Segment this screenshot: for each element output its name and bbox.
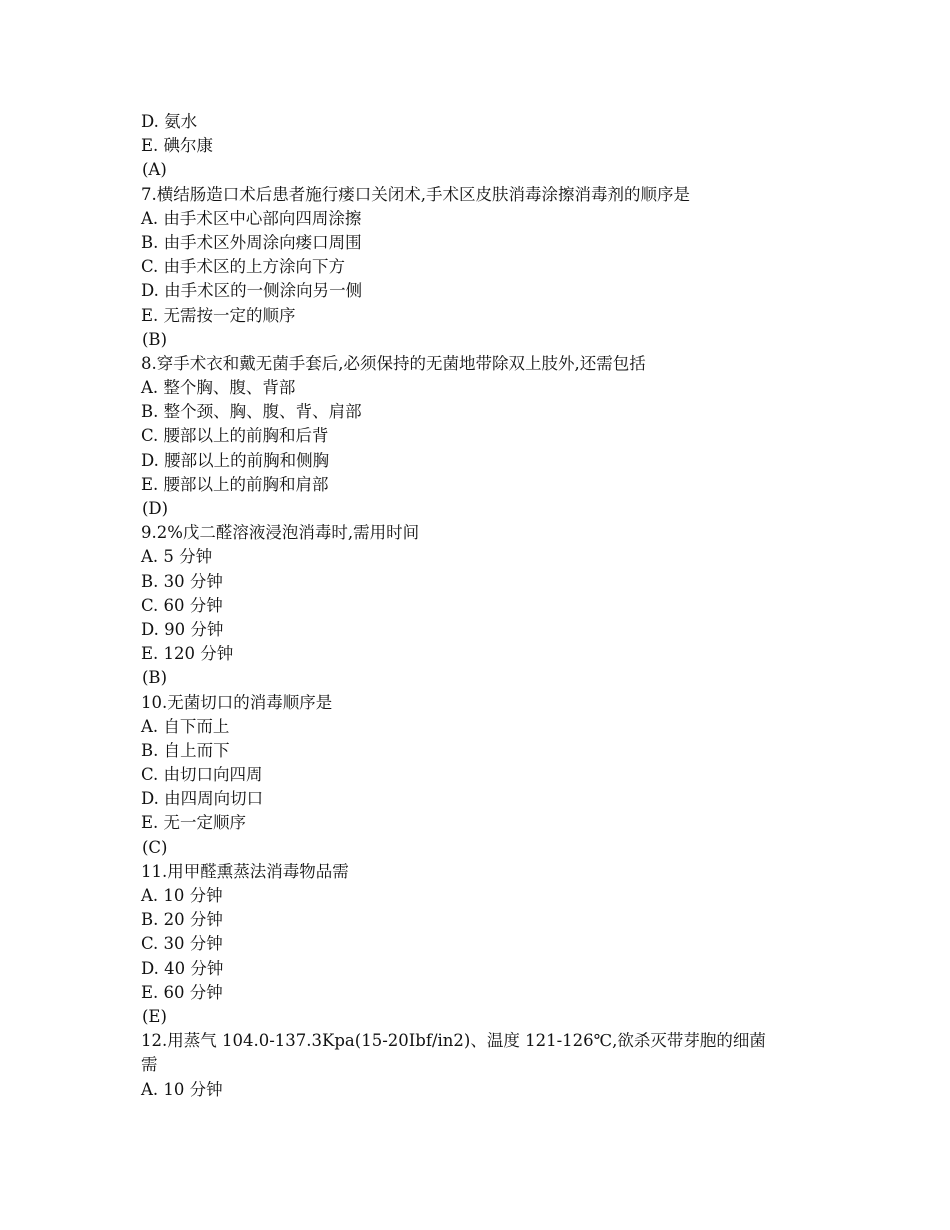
answer-option: B. 30 分钟 xyxy=(141,571,223,591)
answer-option: D. 90 分钟 xyxy=(141,619,224,639)
answer-option: E. 60 分钟 xyxy=(141,982,223,1002)
question-stem: 11.用甲醛熏蒸法消毒物品需 xyxy=(141,861,349,881)
correct-answer: (C) xyxy=(142,837,168,857)
answer-option: C. 腰部以上的前胸和后背 xyxy=(141,426,329,446)
correct-answer: (B) xyxy=(142,329,167,349)
document-page xyxy=(141,110,821,1102)
answer-option: C. 60 分钟 xyxy=(141,595,223,615)
answer-option: C. 由切口向四周 xyxy=(141,765,263,785)
answer-option: D. 氨水 xyxy=(141,112,198,131)
answer-option: D. 由手术区的一侧涂向另一侧 xyxy=(141,281,363,301)
correct-answer: (A) xyxy=(142,160,167,180)
question-stem: 8.穿手术衣和戴无菌手套后,必须保持的无菌地带除双上肢外,还需包括 xyxy=(141,353,646,373)
answer-option: C. 由手术区的上方涂向下方 xyxy=(141,257,346,277)
correct-answer: (D) xyxy=(142,499,169,518)
answer-option: A. 10 分钟 xyxy=(141,1079,223,1099)
answer-option: E. 无需按一定的顺序 xyxy=(141,305,296,325)
answer-option: E. 碘尔康 xyxy=(141,136,214,156)
answer-option: B. 整个颈、胸、腹、背、肩部 xyxy=(141,402,362,422)
question-stem: 10.无菌切口的消毒顺序是 xyxy=(141,692,333,712)
answer-option: D. 由四周向切口 xyxy=(141,789,264,809)
question-stem: 9.2%戊二醛溶液浸泡消毒时,需用时间 xyxy=(141,523,420,543)
answer-option: D. 40 分钟 xyxy=(141,958,224,978)
correct-answer: (B) xyxy=(142,668,167,688)
answer-option: E. 120 分钟 xyxy=(141,644,234,664)
answer-option: A. 5 分钟 xyxy=(141,547,213,567)
question-stem: 7.横结肠造口术后患者施行瘘口关闭术,手术区皮肤消毒涂擦消毒剂的顺序是 xyxy=(141,184,690,204)
answer-option: A. 整个胸、腹、背部 xyxy=(141,378,296,398)
answer-option: D. 腰部以上的前胸和侧胸 xyxy=(141,450,330,470)
answer-option: A. 自下而上 xyxy=(141,716,230,736)
question-stem: 12.用蒸气 104.0-137.3Kpa(15-20Ibf/in2)、温度 121-126℃,欲杀灭带芽胞的细菌 xyxy=(141,1031,766,1051)
answer-option: C. 30 分钟 xyxy=(141,934,223,954)
answer-option: A. 10 分钟 xyxy=(141,886,223,905)
answer-option: B. 20 分钟 xyxy=(141,910,223,930)
answer-option: E. 腰部以上的前胸和肩部 xyxy=(141,474,329,494)
answer-option: B. 由手术区外周涂向瘘口周围 xyxy=(141,232,362,252)
answer-option: B. 自上而下 xyxy=(141,740,230,760)
question-stem-continued: 需 xyxy=(141,1055,158,1075)
answer-option: A. 由手术区中心部向四周涂擦 xyxy=(141,208,362,228)
answer-option: E. 无一定顺序 xyxy=(141,813,247,833)
correct-answer: (E) xyxy=(142,1006,167,1026)
